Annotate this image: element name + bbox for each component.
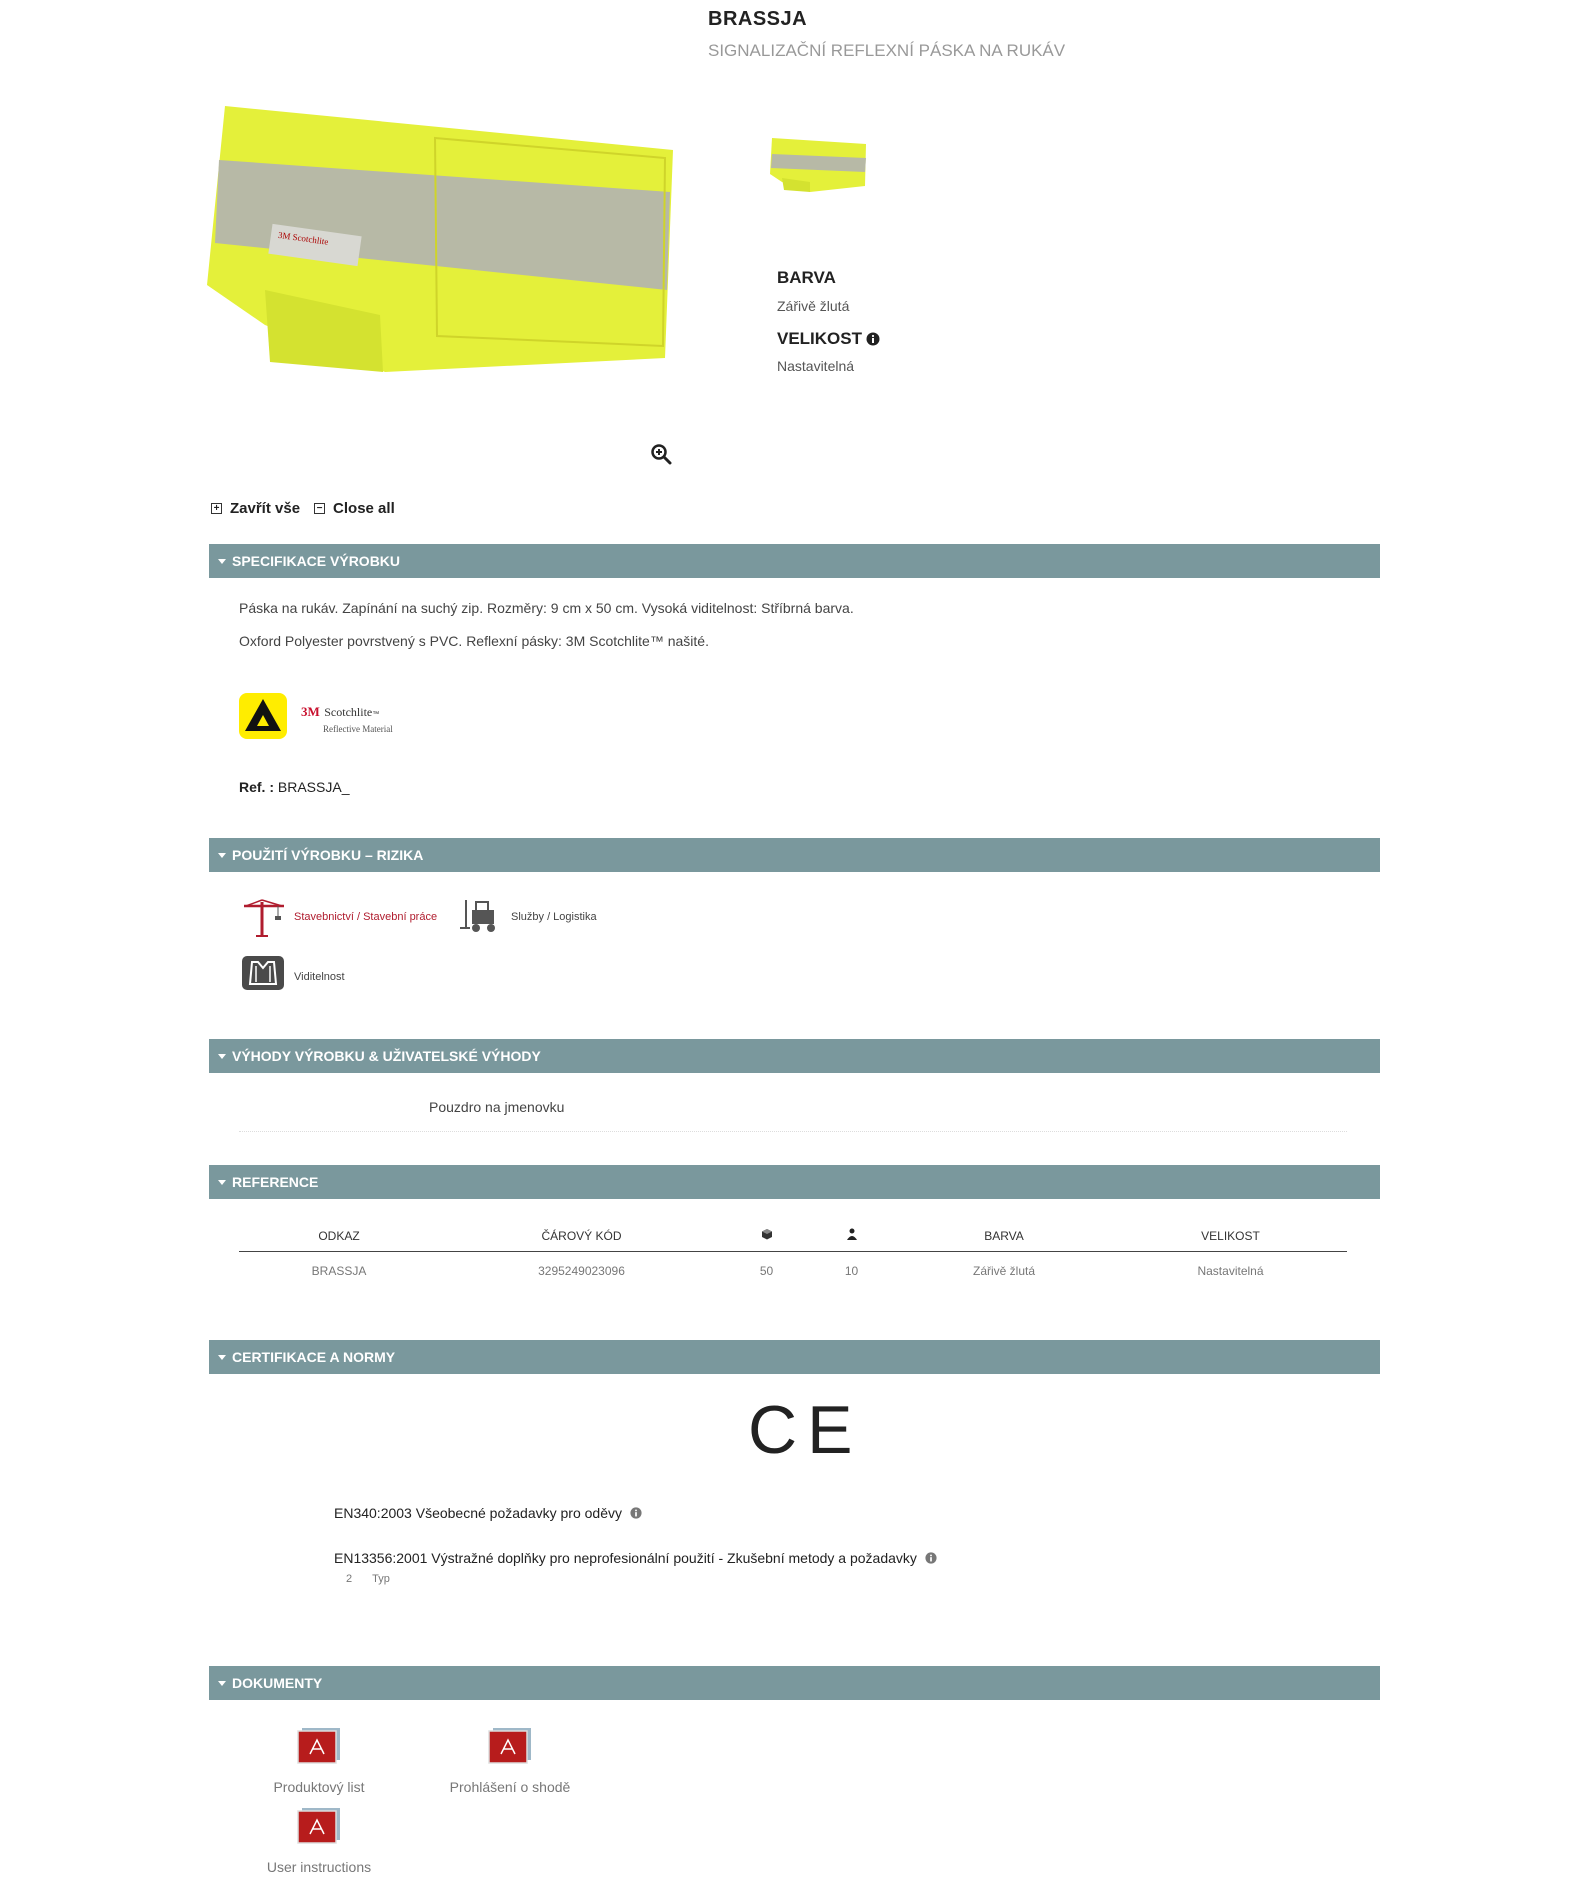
norm-text: EN13356:2001 Výstražné doplňky pro neprofesionální použití - Zkušební metody a požadavky (334, 1550, 917, 1566)
col-header-color: BARVA (894, 1222, 1114, 1252)
caret-down-icon (218, 853, 226, 858)
col-header-box (724, 1222, 809, 1252)
pdf-icon (296, 1808, 342, 1844)
product-subtitle: SIGNALIZAČNÍ REFLEXNÍ PÁSKA NA RUKÁV (708, 41, 1066, 60)
color-label: BARVA (777, 268, 836, 287)
size-label: VELIKOST (777, 329, 863, 348)
svg-text:3M Scotchlite: 3M Scotchlite (277, 229, 330, 247)
table-header-row (239, 1222, 1347, 1252)
section-header-reference[interactable]: REFERENCE (209, 1165, 1380, 1199)
crane-icon (242, 898, 286, 938)
pdf-icon (296, 1728, 342, 1764)
cell-size: Nastavitelná (1197, 1264, 1264, 1278)
caret-down-icon (218, 1054, 226, 1059)
person-icon (847, 1228, 857, 1240)
doc-declaration-conformity[interactable] (420, 1728, 600, 1795)
size-value: Nastavitelná (777, 358, 855, 374)
collapse-all-link[interactable]: Close all (333, 500, 395, 517)
box-icon (761, 1228, 773, 1240)
info-icon[interactable] (630, 1507, 642, 1519)
color-value: Zářivě žlutá (777, 298, 850, 314)
norm-type-label: Typ (372, 1573, 390, 1585)
expand-all-icon: + (211, 503, 222, 514)
collapse-all-icon: − (314, 503, 325, 514)
cell-ref: BRASSJA (311, 1264, 367, 1278)
info-icon[interactable] (866, 332, 880, 346)
spec-line-2: Oxford Polyester povrstvený s PVC. Reflexní pásky: 3M Scotchlite™ našité. (239, 633, 709, 649)
doc-product-sheet[interactable] (229, 1728, 409, 1795)
section-header-usage[interactable]: POUŽITÍ VÝROBKU – RIZIKA (209, 838, 1380, 872)
cell-color: Zářivě žlutá (972, 1264, 1036, 1278)
doc-user-instructions[interactable] (229, 1808, 409, 1875)
caret-down-icon (218, 559, 226, 564)
norm-item-2 (334, 1550, 937, 1566)
forklift-icon (460, 898, 504, 934)
usage-item-logistics: Služby / Logistika (511, 911, 597, 923)
ref-label: Ref. : (239, 779, 274, 795)
ce-mark: CE (748, 1392, 863, 1468)
caret-down-icon (218, 1355, 226, 1360)
size-label-group (777, 329, 880, 349)
ref-line (239, 779, 349, 795)
benefit-item: Pouzdro na jmenovku (429, 1099, 565, 1115)
cell-box-qty: 50 (759, 1264, 774, 1278)
table-row (239, 1252, 1347, 1285)
vest-icon (242, 956, 284, 990)
scotchlite-logo: 3M Scotchlite™ Reflective Material (301, 704, 393, 734)
deltaplus-logo-icon (239, 693, 287, 739)
section-header-benefits[interactable]: VÝHODY VÝROBKU & UŽIVATELSKÉ VÝHODY (209, 1039, 1380, 1073)
product-main-image[interactable] (205, 100, 683, 382)
cell-unit-qty: 10 (844, 1264, 859, 1278)
col-header-size: VELIKOST (1114, 1222, 1347, 1252)
zoom-in-icon[interactable] (650, 443, 672, 465)
section-header-spec[interactable]: SPECIFIKACE VÝROBKU (209, 544, 1380, 578)
expand-all-link[interactable]: Zavřít vše (230, 500, 301, 517)
section-header-certs[interactable]: CERTIFIKACE A NORMY (209, 1340, 1380, 1374)
doc-label: Produktový list (273, 1779, 365, 1795)
doc-label: Prohlášení o shodě (449, 1779, 571, 1795)
norm-text: EN340:2003 Všeobecné požadavky pro oděvy (334, 1505, 622, 1521)
info-icon[interactable] (925, 1552, 937, 1564)
caret-down-icon (218, 1180, 226, 1185)
benefits-divider (239, 1131, 1347, 1132)
section-toggles (211, 500, 395, 517)
product-title: BRASSJA (708, 8, 808, 30)
reference-table (239, 1222, 1347, 1284)
cell-barcode: 3295249023096 (538, 1264, 625, 1278)
ref-value: BRASSJA_ (277, 779, 350, 795)
col-header-unit (809, 1222, 894, 1252)
col-header-ref: ODKAZ (239, 1222, 439, 1252)
norm-2-type (346, 1573, 390, 1585)
pdf-icon (487, 1728, 533, 1764)
doc-label: User instructions (266, 1859, 372, 1875)
norm-item-1 (334, 1505, 642, 1521)
col-header-barcode: ČÁROVÝ KÓD (439, 1222, 724, 1252)
spec-line-1: Páska na rukáv. Zapínání na suchý zip. Rozměry: 9 cm x 50 cm. Vysoká viditelnost: Stříbrná barva. (239, 600, 854, 616)
section-header-docs[interactable]: DOKUMENTY (209, 1666, 1380, 1700)
caret-down-icon (218, 1681, 226, 1686)
product-thumbnail[interactable] (770, 134, 870, 196)
usage-item-construction: Stavebnictví / Stavební práce (294, 911, 438, 923)
usage-item-visibility: Viditelnost (294, 971, 345, 983)
norm-type-value: 2 (346, 1573, 353, 1585)
